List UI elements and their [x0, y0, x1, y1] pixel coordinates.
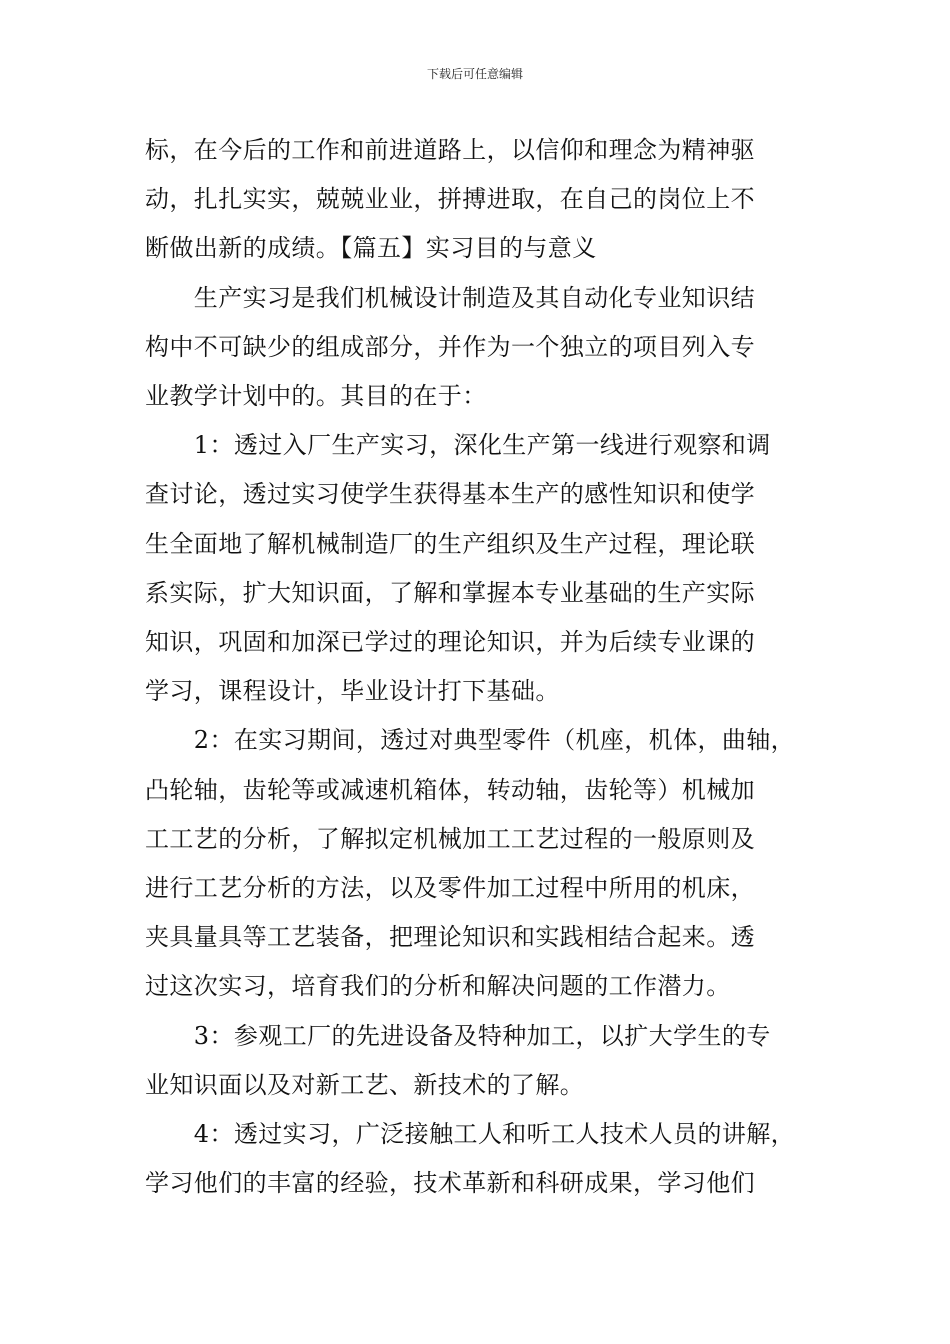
text-line: 夹具量具等工艺装备，把理论知识和实践相结合起来。透 — [145, 923, 755, 952]
text-line: 学习，课程设计，毕业设计打下基础。 — [145, 677, 560, 706]
text-line: 生全面地了解机械制造厂的生产组织及生产过程，理论联 — [145, 529, 755, 558]
text-line: 生产实习是我们机械设计制造及其自动化专业知识结 — [145, 283, 755, 312]
document-body — [145, 126, 811, 1208]
text-line: 动，扎扎实实，兢兢业业，拼搏进取，在自己的岗位上不 — [145, 185, 755, 214]
text-line: 标，在今后的工作和前进道路上，以信仰和理念为精神驱 — [145, 136, 755, 164]
paragraph-item-4 — [145, 1110, 811, 1208]
text-line: 业教学计划中的。其目的在于： — [145, 382, 487, 411]
text-line: 凸轮轴，齿轮等或减速机箱体，转动轴，齿轮等）机械加 — [145, 775, 755, 804]
text-line: 3：参观工厂的先进设备及特种加工，以扩大学生的专 — [145, 1021, 771, 1050]
text-line: 1：透过入厂生产实习，深化生产第一线进行观察和调 — [145, 431, 771, 460]
text-line: 查讨论，透过实习使学生获得基本生产的感性知识和使学 — [145, 480, 755, 509]
text-line: 系实际，扩大知识面，了解和掌握本专业基础的生产实际 — [145, 578, 755, 607]
text-line: 过这次实习，培育我们的分析和解决问题的工作潜力。 — [145, 972, 731, 1001]
paragraph-item-3 — [145, 1012, 811, 1110]
paragraph-item-2 — [145, 716, 811, 1011]
text-line: 知识，巩固和加深已学过的理论知识，并为后续专业课的 — [145, 628, 755, 657]
text-line: 业知识面以及对新工艺、新技术的了解。 — [145, 1070, 585, 1099]
text-line: 2：在实习期间，透过对典型零件（机座，机体，曲轴， — [145, 726, 796, 755]
text-line: 学习他们的丰富的经验，技术革新和科研成果，学习他们 — [145, 1169, 755, 1198]
text-line: 构中不可缺少的组成部分，并作为一个独立的项目列入专 — [145, 332, 755, 361]
paragraph-intro — [145, 274, 811, 422]
paragraph-item-1 — [145, 421, 811, 716]
paragraph-conclusion — [145, 126, 811, 274]
text-line: 4：透过实习，广泛接触工人和听工人技术人员的讲解， — [145, 1120, 796, 1149]
text-line: 断做出新的成绩。【篇五】实习目的与意义 — [145, 234, 597, 263]
text-line: 工工艺的分析，了解拟定机械加工工艺过程的一般原则及 — [145, 824, 755, 853]
page-header: 下载后可任意编辑 — [426, 67, 523, 81]
text-line: 进行工艺分析的方法，以及零件加工过程中所用的机床， — [145, 874, 755, 903]
